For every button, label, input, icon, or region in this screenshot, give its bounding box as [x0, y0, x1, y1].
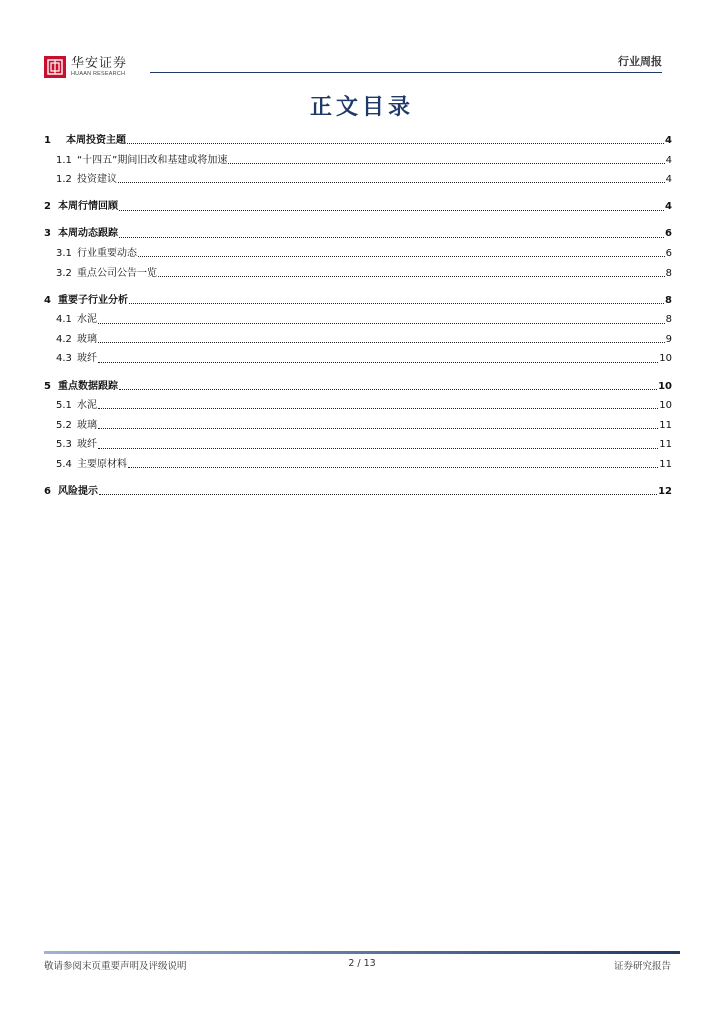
toc-entry-page: 4	[665, 201, 672, 213]
toc-entry-number: 3.1	[56, 247, 72, 259]
toc-entry-page: 8	[665, 314, 672, 326]
toc-entry-title: 行业重要动态	[77, 247, 137, 259]
toc-entry[interactable]	[44, 264, 672, 284]
toc-entry-title: 重点公司公告一览	[77, 267, 157, 279]
toc-dot-leader	[98, 408, 658, 409]
toc-entry-title: 玻纤	[77, 439, 97, 451]
toc-entry[interactable]	[44, 396, 672, 416]
toc-dot-leader	[228, 163, 664, 164]
toc-entry-number: 5.3	[56, 439, 72, 451]
toc-entry-page: 11	[659, 458, 672, 470]
toc-dot-leader	[127, 143, 664, 144]
toc-dot-leader	[138, 256, 665, 257]
toc-dot-leader	[98, 448, 658, 449]
toc-entry-title: 本周动态跟踪	[58, 228, 118, 240]
toc-entry-number: 3.2	[56, 267, 72, 279]
toc-entry-page: 4	[665, 135, 672, 146]
page-title: 正文目录	[309, 94, 414, 120]
toc-entry-page: 11	[659, 419, 672, 431]
toc-dot-leader	[119, 210, 664, 211]
toc-entry[interactable]	[44, 377, 672, 397]
toc-entry[interactable]	[44, 170, 672, 190]
toc-entry-page: 6	[665, 247, 672, 259]
toc-entry-page: 10	[658, 380, 672, 392]
toc-dot-leader	[129, 303, 664, 304]
toc-entry-number: 6	[44, 486, 51, 497]
footer-divider	[44, 951, 680, 954]
toc-entry-number: 3	[44, 228, 51, 240]
toc-dot-leader	[119, 389, 657, 390]
toc-entry-page: 6	[665, 228, 672, 240]
toc-entry[interactable]	[44, 197, 672, 217]
toc-entry[interactable]	[44, 455, 672, 475]
toc-entry-title: 重点数据跟踪	[58, 380, 118, 392]
toc-dot-leader	[128, 467, 658, 468]
toc-entry-title: 玻纤	[77, 353, 97, 365]
toc-entry-number: 1.2	[56, 174, 72, 186]
toc-entry[interactable]	[44, 330, 672, 350]
header-divider	[150, 72, 662, 73]
toc-entry-title: 本周投资主题	[66, 135, 126, 146]
toc-dot-leader	[98, 428, 658, 429]
toc-entry-title: 重要子行业分析	[58, 294, 128, 306]
toc-entry[interactable]	[44, 131, 672, 151]
toc-dot-leader	[98, 323, 665, 324]
toc-dot-leader	[98, 342, 665, 343]
table-of-contents	[44, 131, 672, 502]
toc-dot-leader	[98, 362, 658, 363]
toc-entry-number: 1	[44, 135, 51, 146]
toc-entry-number: 4	[44, 294, 51, 306]
toc-entry-title: 本周行情回顾	[58, 201, 118, 213]
toc-entry[interactable]	[44, 349, 672, 369]
toc-entry-page: 10	[659, 400, 672, 412]
toc-entry-number: 4.3	[56, 353, 72, 365]
report-type-label: 行业周报	[618, 55, 662, 68]
toc-entry-title: “十四五”期间旧改和基建或将加速	[77, 154, 228, 166]
toc-entry-page: 12	[658, 486, 672, 497]
toc-entry-title: 玻璃	[77, 419, 97, 431]
toc-entry-title: 主要原材料	[77, 458, 127, 470]
company-logo	[44, 56, 127, 78]
toc-entry[interactable]	[44, 224, 672, 244]
toc-entry-number: 5.4	[56, 458, 72, 470]
toc-entry-title: 水泥	[77, 314, 97, 326]
toc-entry[interactable]	[44, 244, 672, 264]
toc-entry-title: 投资建议	[77, 174, 117, 186]
toc-entry[interactable]	[44, 310, 672, 330]
toc-dot-leader	[158, 276, 665, 277]
toc-entry-title: 玻璃	[77, 333, 97, 345]
toc-entry[interactable]	[44, 291, 672, 311]
toc-entry-title: 风险提示	[58, 486, 98, 497]
toc-entry-page: 11	[659, 439, 672, 451]
toc-dot-leader	[99, 494, 657, 495]
toc-entry[interactable]	[44, 416, 672, 436]
toc-entry[interactable]	[44, 151, 672, 171]
logo-chinese-name: 华安证券	[71, 55, 128, 71]
toc-entry-number: 4.2	[56, 333, 72, 345]
toc-entry[interactable]	[44, 435, 672, 455]
toc-entry-number: 5.1	[56, 400, 72, 412]
toc-entry-page: 8	[665, 267, 672, 279]
toc-entry-number: 5	[44, 380, 51, 392]
toc-entry-title: 水泥	[77, 400, 97, 412]
toc-entry-number: 2	[44, 201, 51, 213]
page-number: 2 / 13	[348, 958, 376, 969]
toc-entry-page: 10	[659, 353, 672, 365]
toc-entry-page: 9	[665, 333, 672, 345]
toc-entry-number: 4.1	[56, 314, 72, 326]
toc-dot-leader	[119, 237, 664, 238]
footer-doc-type: 证券研究报告	[613, 961, 671, 972]
logo-mark-icon	[44, 56, 66, 78]
toc-entry-page: 8	[665, 294, 672, 306]
toc-dot-leader	[118, 182, 665, 183]
footer-disclaimer: 敬请参阅末页重要声明及评级说明	[44, 961, 187, 972]
toc-entry[interactable]	[44, 482, 672, 502]
logo-english-name: HUAAN RESEARCH	[71, 70, 126, 77]
toc-entry-page: 4	[665, 154, 672, 166]
toc-entry-number: 5.2	[56, 419, 72, 431]
toc-entry-number: 1.1	[56, 154, 72, 166]
toc-entry-page: 4	[665, 174, 672, 186]
